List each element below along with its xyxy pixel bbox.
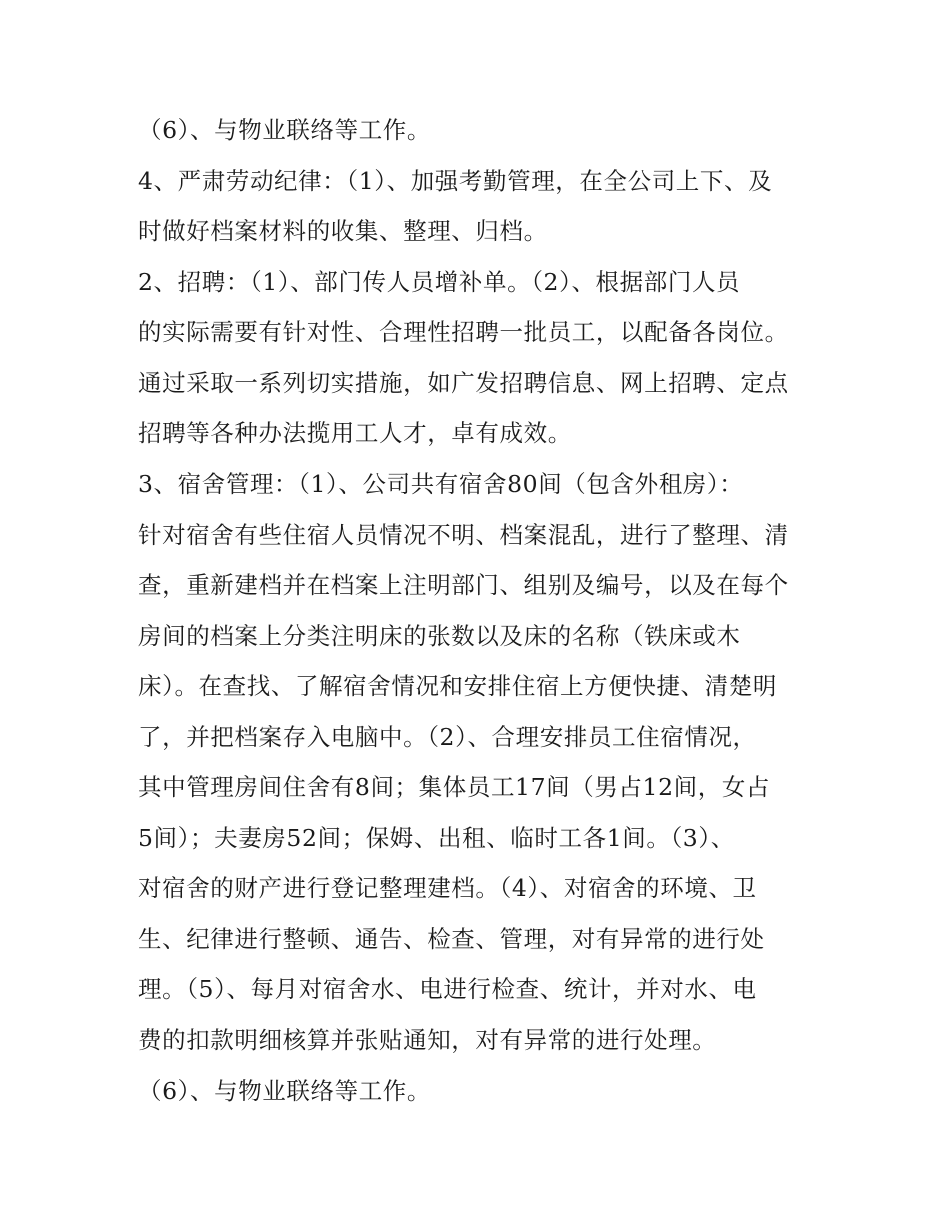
text-line: 5间）；夫妻房52间；保姆、出租、临时工各1间。（3）、	[138, 824, 735, 852]
text-line: 理。（5）、每月对宿舍水、电进行检查、统计，并对水、电	[138, 975, 757, 1003]
text-line: 时做好档案材料的收集、整理、归档。	[138, 217, 548, 245]
text-line: 床）。在查找、了解宿舍情况和安排住宿上方便快捷、清楚明	[138, 672, 777, 700]
text-line: 3、宿舍管理：（1）、公司共有宿舍80间（包含外租房）：	[138, 470, 744, 498]
text-line: （6）、与物业联络等工作。	[138, 116, 432, 144]
text-line: 招聘等各种办法揽用工人才，卓有成效。	[138, 419, 572, 447]
text-line: 其中管理房间住舍有8间；集体员工17间（男占12间，女占	[138, 773, 771, 801]
text-line: （6）、与物业联络等工作。	[138, 1077, 432, 1105]
text-line: 通过采取一系列切实措施，如广发招聘信息、网上招聘、定点	[138, 369, 789, 397]
text-line: 查，重新建档并在档案上注明部门、组别及编号，以及在每个	[138, 571, 789, 599]
text-line: 了，并把档案存入电脑中。（2）、合理安排员工住宿情况，	[138, 723, 757, 751]
text-line: 房间的档案上分类注明床的张数以及床的名称（铁床或木	[138, 622, 741, 650]
text-line: 2、招聘：（1）、部门传人员增补单。（2）、根据部门人员	[138, 268, 741, 296]
text-line: 4、严肃劳动纪律：（1）、加强考勤管理，在全公司上下、及	[138, 167, 773, 195]
text-line: 的实际需要有针对性、合理性招聘一批员工，以配备各岗位。	[138, 318, 789, 346]
text-line: 针对宿舍有些住宿人员情况不明、档案混乱，进行了整理、清	[138, 521, 789, 549]
text-line: 生、纪律进行整顿、通告、检查、管理，对有异常的进行处	[138, 925, 765, 953]
text-line: 对宿舍的财产进行登记整理建档。（4）、对宿舍的环境、卫	[138, 874, 757, 902]
text-line: 费的扣款明细核算并张贴通知，对有异常的进行处理。	[138, 1026, 717, 1054]
